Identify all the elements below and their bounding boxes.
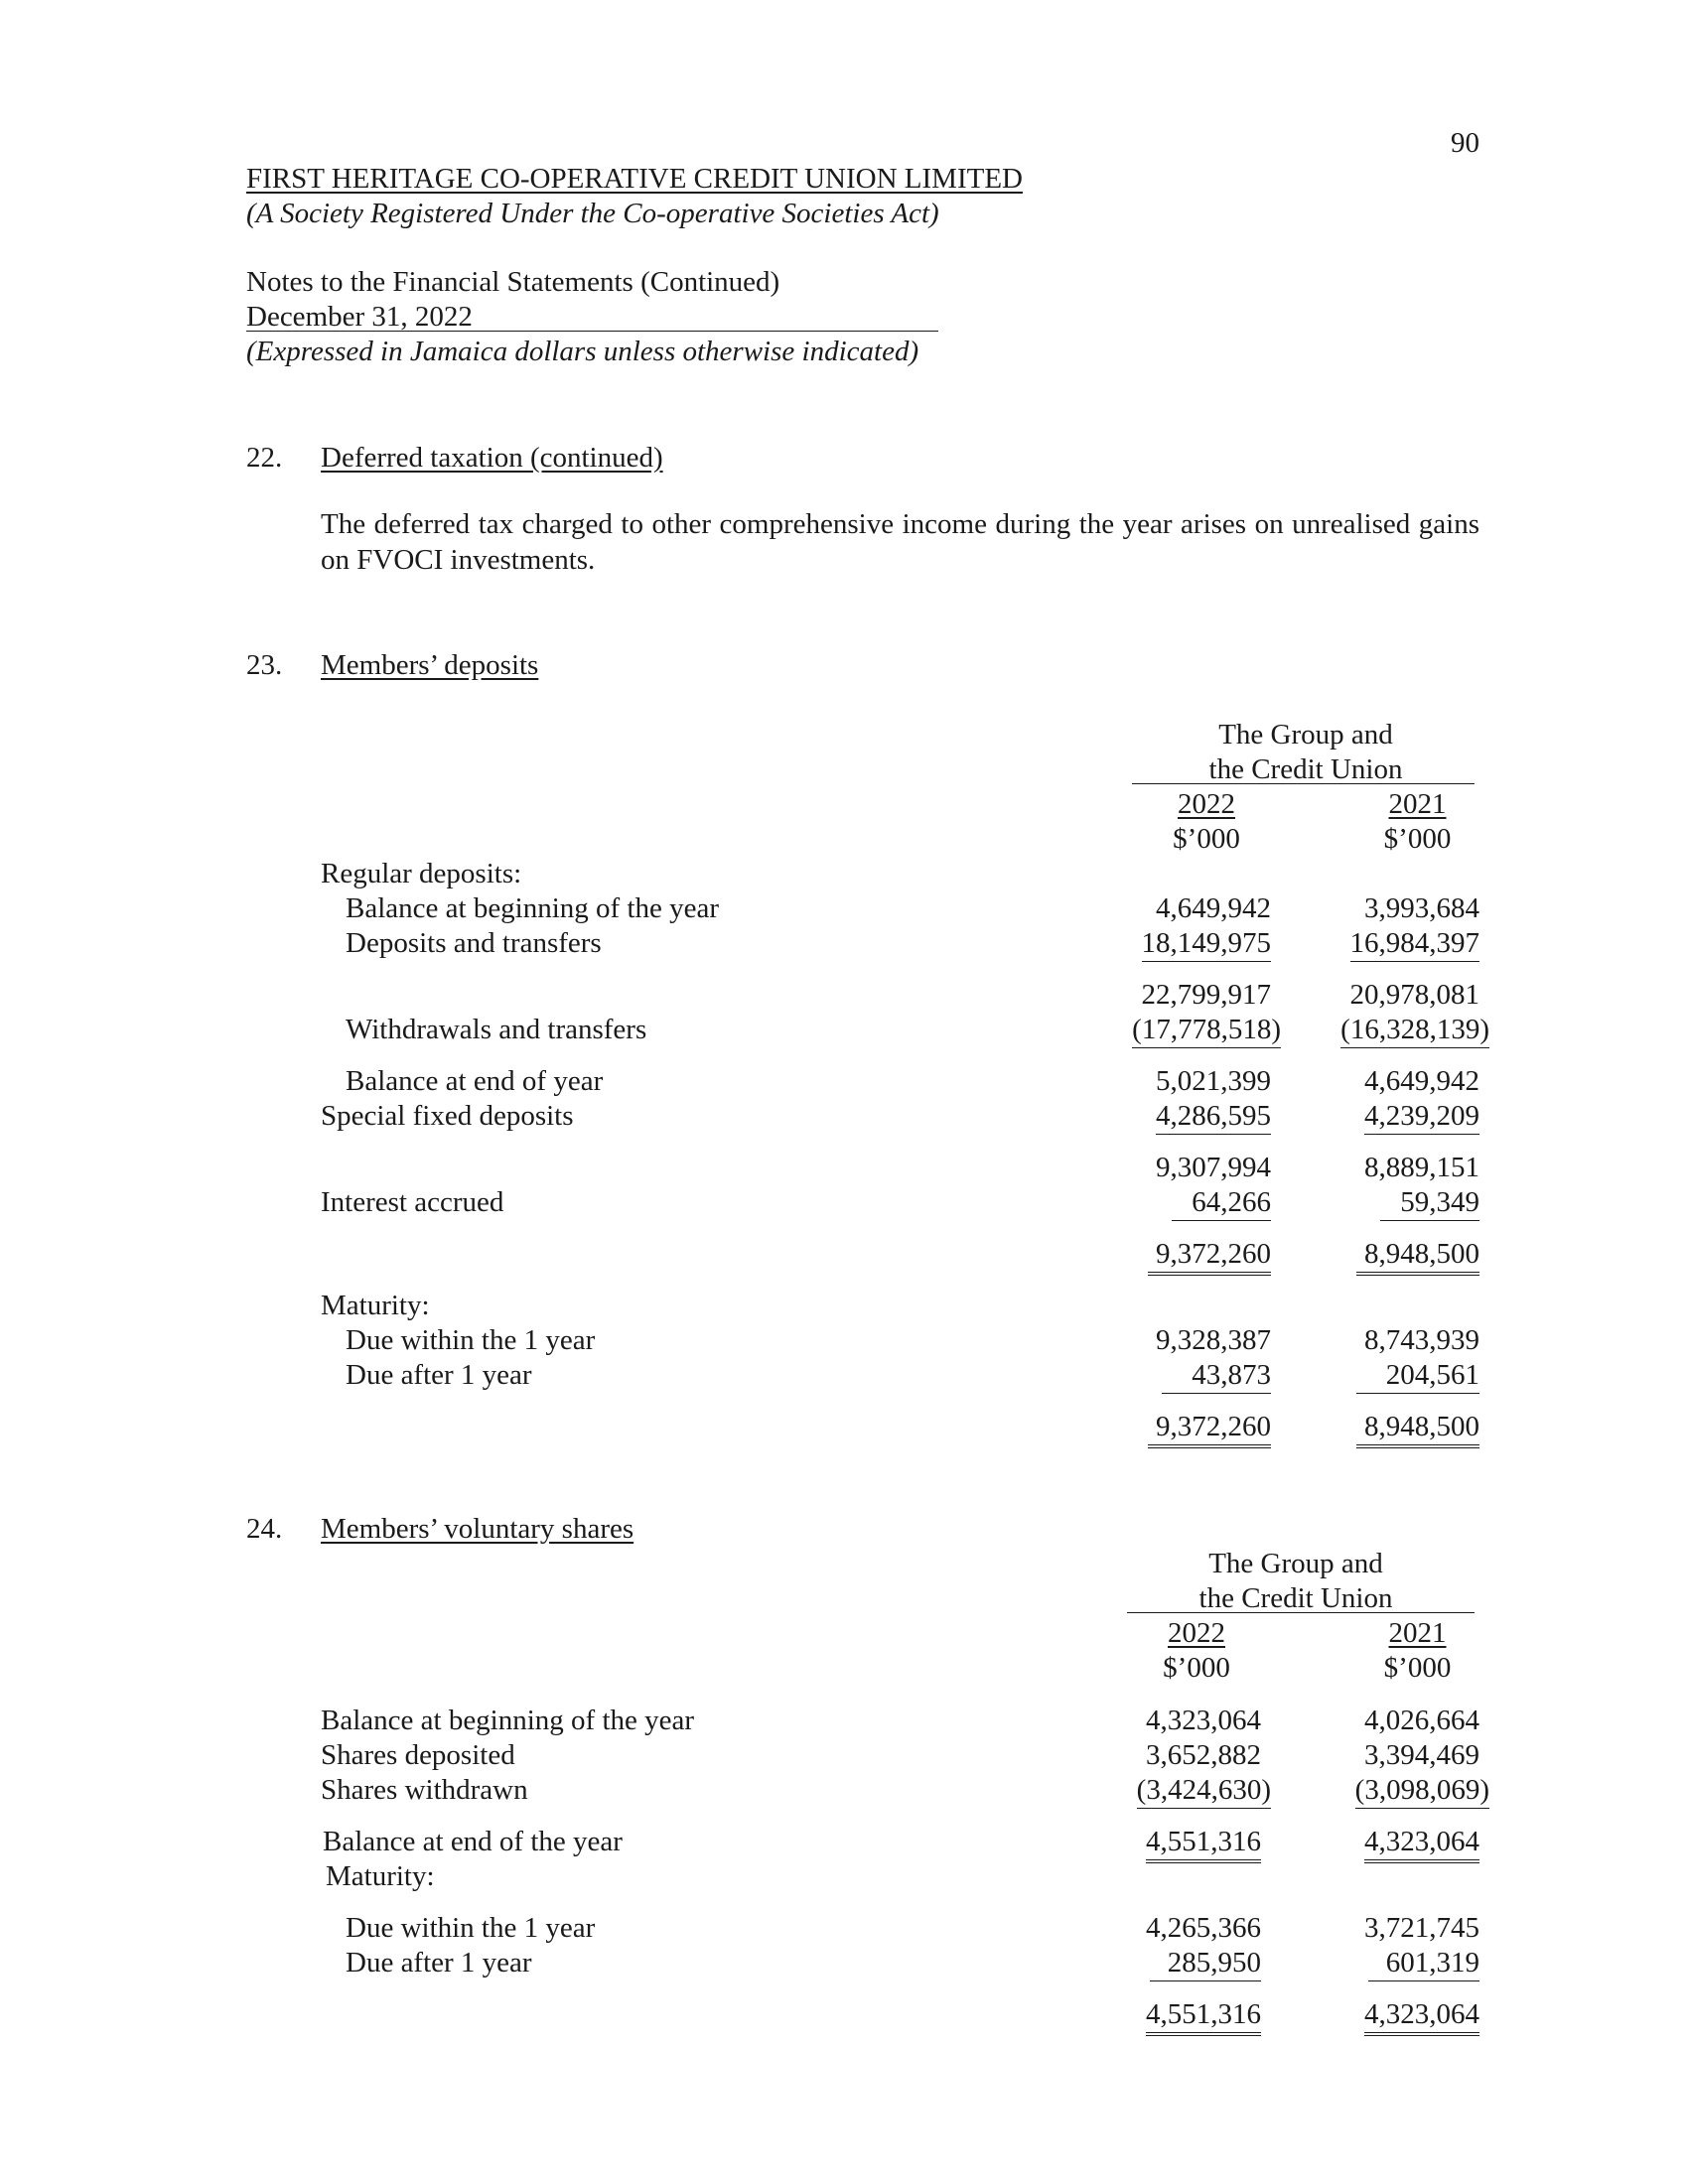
company-name: FIRST HERITAGE CO-OPERATIVE CREDIT UNION LIMITED — [246, 163, 1023, 195]
note23-year-2022: 2022 — [1178, 788, 1235, 820]
note24-number: 24. — [246, 1513, 283, 1545]
n24-due-within-2022: 4,265,366 — [1146, 1912, 1261, 1944]
n23-deposits-transfers-2021: 16,984,397 — [1350, 929, 1480, 962]
n23-withdrawals-2022: (17,778,518) — [1132, 1016, 1281, 1048]
n24-maturity-heading: Maturity: — [326, 1860, 435, 1892]
n24-shares-withdrawn-2022: (3,424,630) — [1137, 1776, 1271, 1809]
note24-unit-2022: $’000 — [1163, 1652, 1230, 1684]
note24-year-2022: 2022 — [1168, 1617, 1225, 1649]
note24-group-heading: The Group and — [1208, 1548, 1383, 1579]
n23-maturity-heading: Maturity: — [321, 1290, 430, 1321]
n23-maturity-total-2022: 9,372,260 — [1148, 1413, 1271, 1448]
n24-due-after-label: Due after 1 year — [346, 1947, 532, 1979]
n23-due-within-2021: 8,743,939 — [1364, 1324, 1479, 1356]
n23-interest-accrued-2021: 59,349 — [1380, 1188, 1479, 1221]
n23-due-after-2021: 204,561 — [1356, 1361, 1479, 1394]
n24-balance-end-2022: 4,551,316 — [1146, 1828, 1261, 1863]
n24-shares-deposited-label: Shares deposited — [321, 1739, 515, 1771]
note23-year-2021: 2021 — [1388, 788, 1447, 820]
n24-balance-beginning-label: Balance at beginning of the year — [321, 1705, 695, 1736]
n23-balance-beginning-2021: 3,993,684 — [1364, 892, 1479, 924]
n23-deposits-transfers-label: Deposits and transfers — [346, 927, 602, 959]
n24-due-after-2022: 285,950 — [1150, 1949, 1261, 1981]
n23-maturity-total-2021: 8,948,500 — [1356, 1413, 1479, 1448]
note24-group-heading-2: the Credit Union — [1198, 1582, 1393, 1614]
note23-unit-2021: $’000 — [1383, 823, 1452, 855]
n24-due-within-label: Due within the 1 year — [346, 1912, 596, 1944]
page-number: 90 — [1451, 127, 1479, 159]
n23-balance-beginning-label: Balance at beginning of the year — [346, 892, 720, 924]
n24-shares-withdrawn-2021: (3,098,069) — [1355, 1776, 1489, 1809]
regular-deposits-heading: Regular deposits: — [321, 858, 522, 889]
note23-number: 23. — [246, 649, 283, 681]
date-underline — [246, 331, 938, 332]
n24-maturity-total-2021: 4,323,064 — [1364, 2000, 1479, 2036]
note22-number: 22. — [246, 442, 283, 474]
note24-heading-rule — [1127, 1612, 1475, 1613]
note23-title: Members’ deposits — [321, 649, 539, 681]
n23-subtotal1-2021: 20,978,081 — [1349, 979, 1479, 1011]
note23-heading-rule — [1132, 783, 1475, 784]
n23-balance-end-label: Balance at end of year — [346, 1065, 604, 1097]
n24-balance-beginning-2022: 4,323,064 — [1146, 1705, 1261, 1736]
n23-deposits-transfers-2022: 18,149,975 — [1142, 929, 1272, 962]
n23-withdrawals-2021: (16,328,139) — [1340, 1016, 1489, 1048]
note24-title: Members’ voluntary shares — [321, 1513, 634, 1545]
note24-year-2021: 2021 — [1388, 1617, 1447, 1649]
n23-due-within-2022: 9,328,387 — [1156, 1324, 1271, 1356]
n23-due-within-label: Due within the 1 year — [346, 1324, 596, 1356]
n23-special-fixed-label: Special fixed deposits — [321, 1100, 574, 1132]
note22-text: The deferred tax charged to other comprehensive income during the year arises on unrealised gains on FVOCI investments. — [321, 508, 1479, 576]
n24-balance-beginning-2021: 4,026,664 — [1364, 1705, 1479, 1736]
n24-due-after-2021: 601,319 — [1368, 1949, 1479, 1981]
n24-shares-withdrawn-label: Shares withdrawn — [321, 1774, 528, 1806]
note23-unit-2022: $’000 — [1173, 823, 1240, 855]
n23-due-after-label: Due after 1 year — [346, 1359, 532, 1391]
note23-group-heading-2: the Credit Union — [1208, 753, 1403, 785]
n23-subtotal2-2022: 9,307,994 — [1156, 1152, 1271, 1183]
n23-withdrawals-label: Withdrawals and transfers — [346, 1014, 647, 1045]
n24-shares-deposited-2022: 3,652,882 — [1146, 1739, 1261, 1771]
n23-special-fixed-2022: 4,286,595 — [1156, 1102, 1271, 1135]
n24-due-within-2021: 3,721,745 — [1364, 1912, 1479, 1944]
n23-subtotal2-2021: 8,889,151 — [1364, 1152, 1479, 1183]
n24-balance-end-2021: 4,323,064 — [1364, 1828, 1479, 1863]
n23-balance-beginning-2022: 4,649,942 — [1156, 892, 1271, 924]
n24-maturity-total-2022: 4,551,316 — [1146, 2000, 1261, 2036]
note23-group-heading: The Group and — [1218, 719, 1393, 751]
note22-title: Deferred taxation (continued) — [321, 442, 663, 474]
n24-balance-end-label: Balance at end of the year — [323, 1826, 623, 1857]
notes-title: Notes to the Financial Statements (Continued) — [246, 266, 780, 298]
currency-note: (Expressed in Jamaica dollars unless otherwise indicated) — [246, 336, 919, 367]
note24-unit-2021: $’000 — [1383, 1652, 1452, 1684]
company-subtitle: (A Society Registered Under the Co-operative Societies Act) — [246, 198, 939, 229]
n23-subtotal1-2022: 22,799,917 — [1141, 979, 1271, 1011]
n23-due-after-2022: 43,873 — [1162, 1361, 1271, 1394]
n23-total-2022: 9,372,260 — [1148, 1240, 1271, 1276]
n23-total-2021: 8,948,500 — [1356, 1240, 1479, 1276]
n23-interest-accrued-2022: 64,266 — [1172, 1188, 1271, 1221]
statement-date: December 31, 2022 — [246, 301, 473, 333]
n23-interest-accrued-label: Interest accrued — [321, 1186, 504, 1218]
n23-balance-end-2021: 4,649,942 — [1364, 1065, 1479, 1097]
n23-balance-end-2022: 5,021,399 — [1156, 1065, 1271, 1097]
n23-special-fixed-2021: 4,239,209 — [1364, 1102, 1479, 1135]
n24-shares-deposited-2021: 3,394,469 — [1364, 1739, 1479, 1771]
